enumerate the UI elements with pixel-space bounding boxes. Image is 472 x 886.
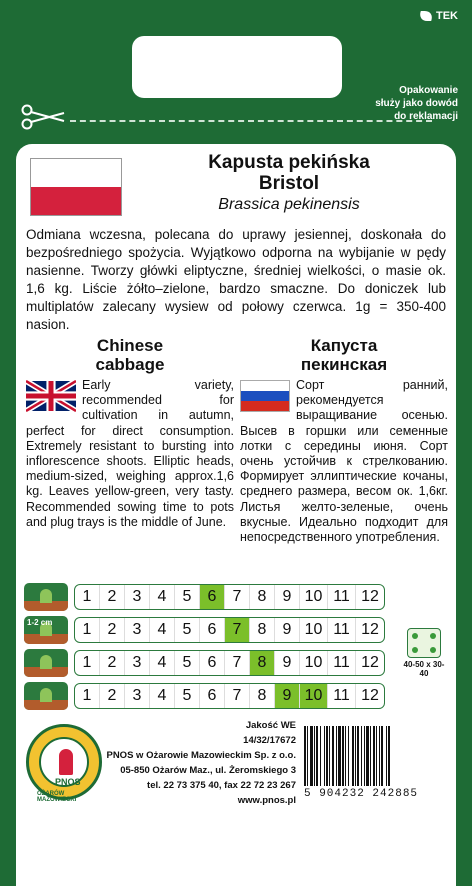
month-cell: 10 [300, 651, 328, 675]
variety-name: Bristol [258, 173, 320, 194]
scissors-icon [20, 104, 66, 130]
month-cell: 6 [200, 585, 225, 609]
product-name: Kapusta pekińska [208, 152, 370, 173]
calendar-row [24, 679, 404, 712]
russian-title-line: пекинская [300, 355, 388, 374]
month-cell: 12 [361, 587, 379, 605]
month-cell: 7 [225, 585, 250, 609]
latin-name: Brassica pekinensis [218, 196, 360, 213]
sowing-tray-icon [24, 583, 68, 611]
month-cell: 1 [75, 684, 100, 708]
month-cell: 3 [125, 684, 150, 708]
producer-info [106, 718, 296, 808]
pnos-seal-logo [26, 724, 102, 803]
month-strip [74, 650, 385, 676]
english-title [26, 336, 234, 374]
month-cell: 1 [75, 618, 100, 642]
month-cell: 5 [175, 618, 200, 642]
hang-tab [132, 36, 342, 98]
month-cell: 4 [150, 618, 175, 642]
russian-description: Сорт ранний, рекомендуется выращивание осенью. Высев в горшки или семенные лотки с середины июня. Сорт очень устойчив к стрелкованию. Формирует эллиптические кочаны, среднего размера, весом ок. 1,6кг. Листья желто-зеленые, очень вкусные. Идеально подходит для непосредственного употребления. [240, 378, 448, 545]
month-cell: 8 [250, 585, 275, 609]
poland-flag-icon [30, 158, 122, 216]
month-cell: 8 [250, 618, 275, 642]
month-cell: 11 [328, 651, 356, 675]
description-pl: Odmiana wczesna, polecana do uprawy jesiennej, doskonała do bezpośredniego spożycia. Wyjątkowo odporna na wybijanie w pędy nasienne. Tworzy główki eliptyczne, średniej wielkości, o masie ok. 1,6 kg. Liście żółto–zielone, bardzo smaczne. Do doniczek lub multiplatów zalecany wysiew od połowy czerwca. 1g = 350-400 nasion. [26, 227, 446, 332]
lot-number: 14/32/17672 [243, 735, 296, 746]
month-cell: 1 [75, 585, 100, 609]
english-title-line: Chinese [96, 336, 164, 355]
month-cell: 2 [100, 585, 125, 609]
month-cell: 12 [361, 653, 379, 671]
russian-title-line: Капуста [310, 336, 378, 355]
barcode-bar [390, 726, 391, 786]
spacing-icon [407, 628, 441, 658]
calendar-row [24, 646, 404, 679]
spacing-label: 40-50 x 30-40 [403, 660, 445, 678]
month-cell: 11 [328, 684, 356, 708]
month-cell: 10 [300, 618, 328, 642]
month-cell: 7 [225, 618, 250, 642]
month-cell: 9 [275, 684, 300, 708]
brand-tag: TEK [436, 10, 458, 22]
month-cell: 3 [125, 585, 150, 609]
sowing-depth-icon [24, 616, 68, 644]
month-cell: 6 [200, 618, 225, 642]
seal-text: PNOS [55, 777, 81, 787]
cut-note-line: służy jako dowód [375, 98, 458, 109]
month-cell: 1 [75, 651, 100, 675]
packet-card [16, 144, 456, 886]
month-cell: 6 [200, 651, 225, 675]
cut-note [375, 84, 458, 123]
month-cell: 7 [225, 651, 250, 675]
month-cell: 5 [175, 684, 200, 708]
month-cell: 9 [275, 585, 300, 609]
russia-flag-icon [240, 380, 290, 412]
english-section [26, 336, 234, 530]
month-cell: 12 [361, 620, 379, 638]
english-description: Early variety, recommended for cultivation in autumn, perfect for direct consumption. Extremely resistant to bursting into inflorescence shoots. Elliptic heads, medium-sized, weighing approx.1,6 kg. Leaves yellow-green, very tasty. Recommended sowing time to pots and plug trays is the middle of June. [26, 378, 234, 529]
calendar-row [24, 613, 404, 646]
company-website: www.pnos.pl [237, 795, 296, 806]
month-cell: 3 [125, 651, 150, 675]
month-cell: 8 [250, 651, 275, 675]
month-cell: 2 [100, 618, 125, 642]
calendar-row [24, 580, 404, 613]
plant-spacing [400, 628, 448, 678]
month-cell: 5 [175, 585, 200, 609]
cut-note-line: do reklamacji [394, 111, 458, 122]
leaf-icon [417, 11, 435, 21]
month-cell: 8 [250, 684, 275, 708]
month-cell: 2 [100, 651, 125, 675]
seal-ring-text: OŻARÓW MAZOWIECKI [37, 791, 77, 803]
month-cell: 11 [328, 585, 356, 609]
quality-label: Jakość WE [245, 720, 296, 731]
company-address: 05-850 Ożarów Maz., ul. Żeromskiego 3 [120, 765, 296, 776]
month-cell: 12 [361, 686, 379, 704]
brand-logo [419, 10, 458, 22]
cut-note-line: Opakowanie [399, 85, 458, 96]
product-title [134, 152, 444, 216]
barcode [304, 726, 450, 800]
month-cell: 4 [150, 585, 175, 609]
month-cell: 6 [200, 684, 225, 708]
barcode-number: 5 904232 242885 [304, 788, 419, 800]
month-cell: 11 [328, 618, 356, 642]
russian-section [240, 336, 448, 545]
month-strip [74, 683, 385, 709]
month-strip [74, 584, 385, 610]
month-cell: 10 [300, 684, 328, 708]
month-strip [74, 617, 385, 643]
russian-title [240, 336, 448, 374]
month-cell: 7 [225, 684, 250, 708]
month-cell: 2 [100, 684, 125, 708]
month-cell: 4 [150, 684, 175, 708]
company-phone: tel. 22 73 375 40, fax 22 72 23 267 [147, 780, 296, 791]
uk-flag-icon [26, 380, 76, 412]
barcode-bars [304, 726, 450, 786]
cut-line [70, 120, 432, 122]
english-title-line: cabbage [95, 355, 165, 374]
month-cell: 5 [175, 651, 200, 675]
icon-text: 1-2 cm [27, 617, 53, 627]
month-cell: 9 [275, 618, 300, 642]
company-name: PNOS w Ożarowie Mazowieckim Sp. z o.o. [106, 750, 296, 761]
sowing-calendar [24, 580, 404, 712]
month-cell: 9 [275, 651, 300, 675]
month-cell: 3 [125, 618, 150, 642]
month-cell: 4 [150, 651, 175, 675]
harvest-icon [24, 682, 68, 710]
month-cell: 10 [300, 585, 328, 609]
planting-icon [24, 649, 68, 677]
